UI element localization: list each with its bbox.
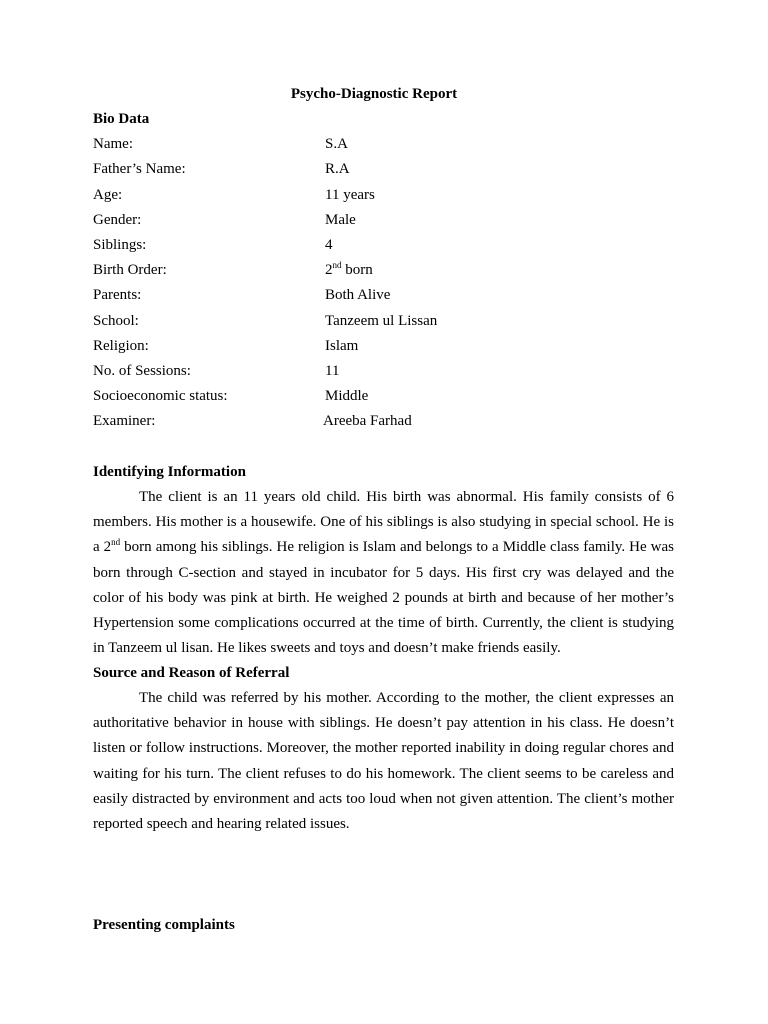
report-title: Psycho-Diagnostic Report	[290, 86, 458, 102]
bio-label: Age:	[93, 187, 123, 203]
bio-label: Examiner:	[93, 413, 156, 429]
bio-value: Tanzeem ul Lissan	[325, 313, 438, 329]
bio-value: Male	[325, 212, 356, 228]
bio-value: R.A	[325, 161, 350, 177]
bio-label: Birth Order:	[93, 262, 167, 278]
bio-data-heading: Bio Data	[93, 111, 150, 127]
bio-label: Gender:	[93, 212, 142, 228]
bio-row-religion	[93, 338, 693, 358]
referral-paragraph: The child was referred by his mother. According to the mother, the client expresses an authoritative behavior in house with siblings. He doesn’t pay attention in his class. He doesn’t listen or follow instructions. Moreover, the mother reported inability in doing regular chores and waiting for his turn. The client refuses to do his homework. The client seems to be careless and easily distracted by environment and acts too loud when not given attention. The client’s mother reported speech and hearing related issues.	[93, 690, 674, 833]
bio-value: Islam	[325, 338, 359, 354]
birth-order-number: 2	[325, 262, 333, 278]
bio-value: Both Alive	[325, 287, 391, 303]
bio-row-gender	[93, 212, 693, 232]
bio-row-age	[93, 187, 693, 207]
bio-row-school	[93, 313, 693, 333]
bio-row-socioeconomic	[93, 388, 693, 408]
identifying-information-heading: Identifying Information	[93, 464, 246, 480]
bio-value: 11 years	[325, 187, 375, 203]
bio-label: Socioeconomic status:	[93, 388, 228, 404]
bio-label: Parents:	[93, 287, 142, 303]
bio-value: 4	[325, 237, 333, 253]
bio-label: Siblings:	[93, 237, 147, 253]
bio-label: School:	[93, 313, 139, 329]
bio-row-siblings	[93, 237, 693, 257]
birth-order-text: born	[341, 262, 373, 278]
presenting-complaints-heading: Presenting complaints	[93, 917, 235, 933]
bio-row-sessions	[93, 363, 693, 383]
bio-row-father-name	[93, 161, 693, 181]
bio-value: Middle	[325, 388, 369, 404]
bio-row-name	[93, 136, 693, 156]
referral-heading: Source and Reason of Referral	[93, 665, 290, 681]
identifying-text-part: born among his siblings. He religion is Islam and belongs to a Middle class family. He was born through C-section and stayed in incubator for 5 days. His first cry was delayed and the color of his body was pink at birth. He weighed 2 pounds at birth and because of her mother’s Hypertension some complications occurred at the time of birth. Currently, the client is studying in Tanzeem ul lisan. He likes sweets and toys and doesn’t make friends easily.	[93, 539, 674, 657]
bio-label: Religion:	[93, 338, 149, 354]
bio-label: No. of Sessions:	[93, 363, 191, 379]
bio-value	[325, 262, 373, 279]
ordinal-suffix: nd	[111, 537, 121, 548]
bio-value: S.A	[325, 136, 348, 152]
birth-order-suffix: nd	[332, 260, 342, 270]
bio-row-examiner	[93, 413, 693, 433]
identifying-information-paragraph	[93, 485, 674, 661]
bio-value: 11	[325, 363, 340, 379]
bio-value: Areeba Farhad	[323, 413, 412, 429]
bio-row-birth-order	[93, 262, 693, 282]
bio-label: Father’s Name:	[93, 161, 186, 177]
identifying-text-part: The client is an 11 years old child. His birth was abnormal. His family consists of 6 members. His mother is a housewife. One of his siblings is also studying in special school. He is a 2	[93, 489, 674, 556]
bio-row-parents	[93, 287, 693, 307]
bio-label: Name:	[93, 136, 133, 152]
